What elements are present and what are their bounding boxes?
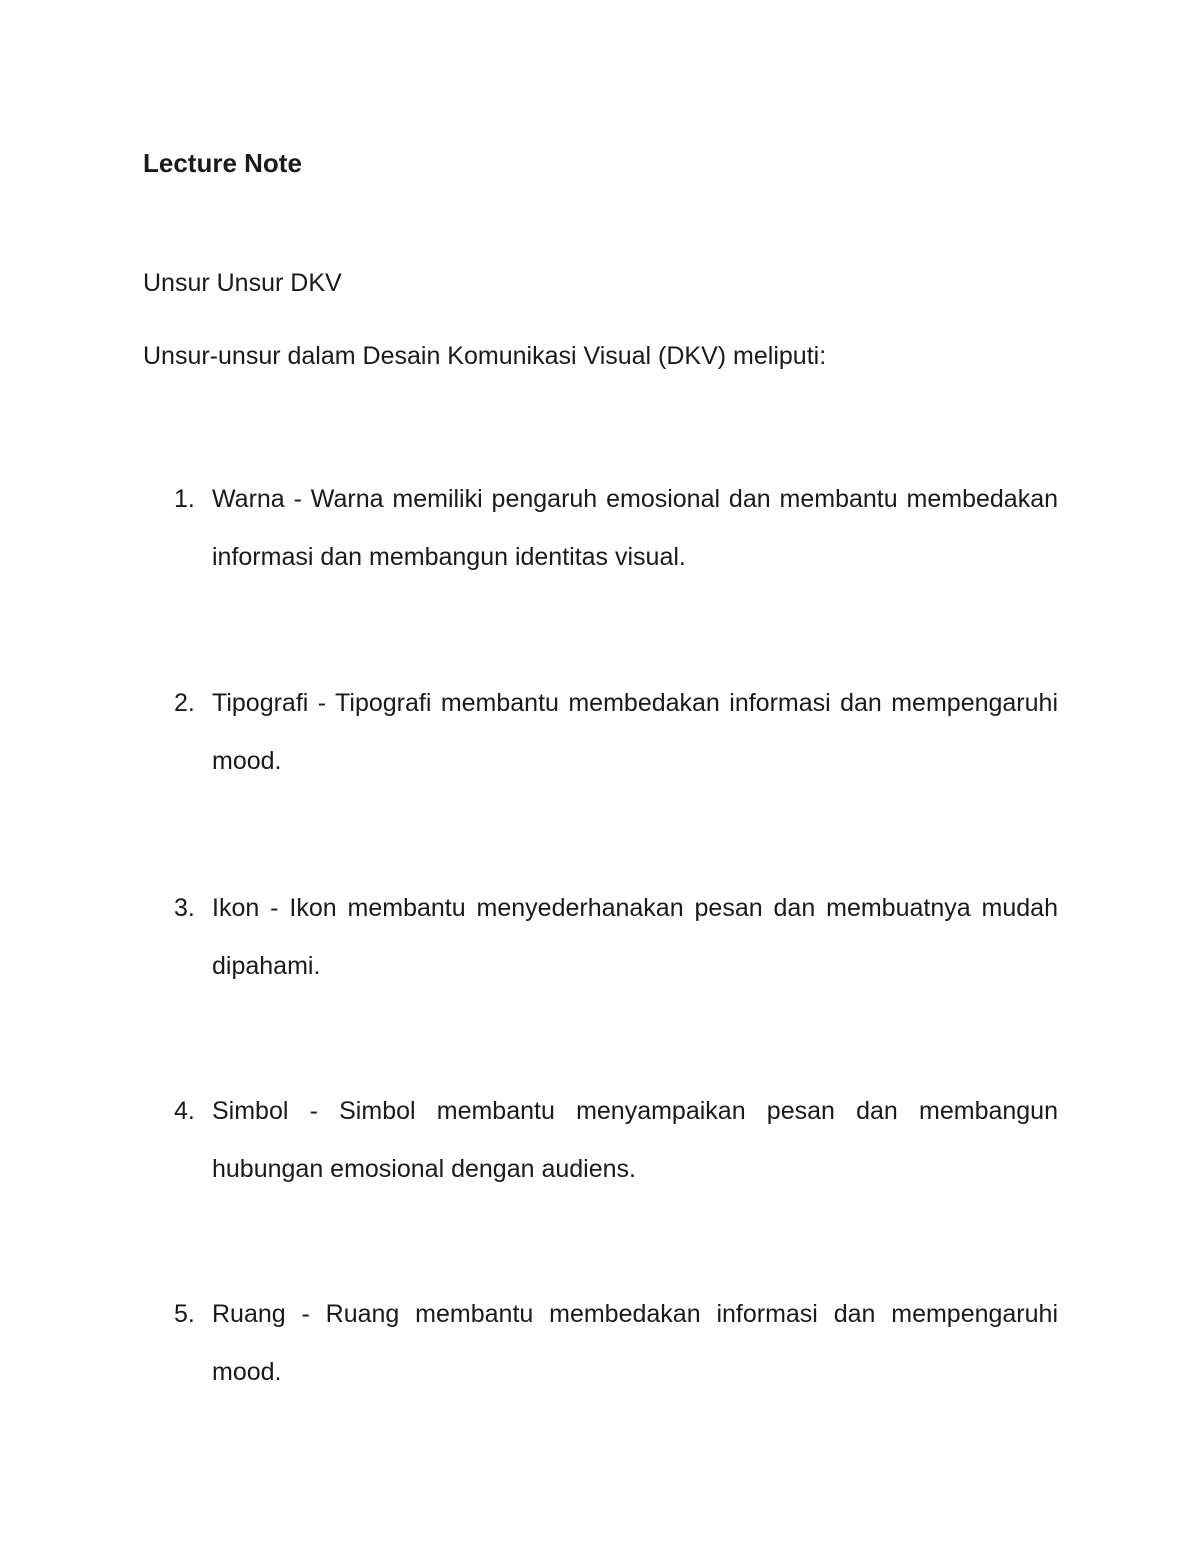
list-item-text: Tipografi - Tipografi membantu membedakan informasi dan mempengaruhi mood. — [212, 689, 1058, 775]
intro-paragraph: Unsur-unsur dalam Desain Komunikasi Visual (DKV) meliputi: — [143, 342, 827, 370]
list-item-number: 5. — [174, 1300, 195, 1328]
list-item-text: Ikon - Ikon membantu menyederhanakan pesan dan membuatnya mudah dipahami. — [212, 894, 1058, 980]
list-item — [174, 1285, 1058, 1401]
list-item-number: 3. — [174, 894, 195, 922]
list-item-text: Warna - Warna memiliki pengaruh emosional dan membantu membedakan informasi dan membangun identitas visual. — [212, 485, 1058, 571]
list-item-text: Simbol - Simbol membantu menyampaikan pesan dan membangun hubungan emosional dengan audiens. — [212, 1097, 1058, 1183]
page-title: Lecture Note — [143, 148, 302, 178]
list-item-text: Ruang - Ruang membantu membedakan informasi dan mempengaruhi mood. — [212, 1300, 1058, 1386]
list-item — [174, 674, 1058, 790]
list-item-number: 4. — [174, 1097, 195, 1125]
list-item-number: 2. — [174, 689, 195, 717]
list-item — [174, 1082, 1058, 1198]
list-item-number: 1. — [174, 485, 195, 513]
list-item — [174, 879, 1058, 995]
list-item — [174, 470, 1058, 586]
section-subtitle: Unsur Unsur DKV — [143, 269, 342, 297]
